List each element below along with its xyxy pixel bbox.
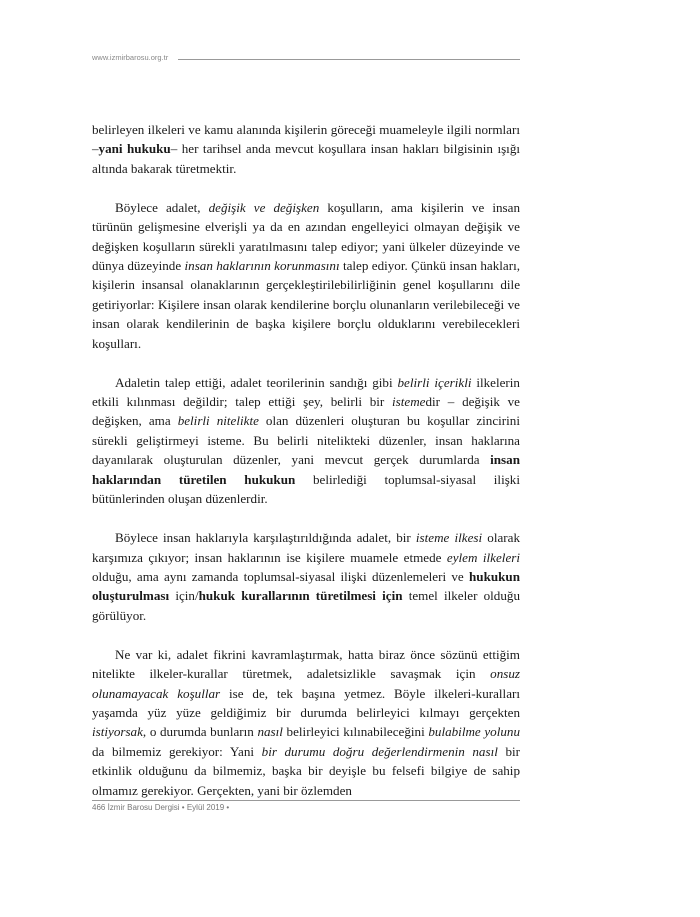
text-run: temel ilkeler olduğu görülüyor.	[92, 588, 520, 623]
italic-text: belirli içerikli	[397, 374, 472, 390]
text-run: ise de, tek başına yetmez. Böyle ilkeleri-kuralları yaşamda yüz yüze geldiğimiz bir durumda belirleyici kılmayı gerçekten	[92, 685, 520, 720]
paragraph	[92, 198, 520, 353]
text-run: Böylece adalet,	[115, 199, 209, 215]
text-run: ilkelerin etkili kılınması değildir; talep ettiği şey, belirli bir	[92, 374, 520, 410]
text-run: – her tarihsel anda mevcut koşullara insan hakları bilgisinin ışığı altında bakarak türetmektir.	[92, 141, 521, 176]
paragraph	[92, 120, 520, 178]
italic-text: nasıl	[257, 724, 283, 740]
text-run: bir etkinlik olduğunu da bilmemiz, başka bir deyişle bu felsefi bilgiye de sahip olmamız gerekiyor. Gerçekten, yani bir özlemden	[92, 743, 520, 798]
paragraph	[92, 373, 520, 509]
text-run: Böylece insan haklarıyla karşılaştırıldığında adalet, bir	[115, 530, 416, 546]
header-url: www.izmirbarosu.org.tr	[92, 53, 169, 62]
text-run: , o durumda bunların	[142, 724, 258, 740]
bold-text: yani hukuku	[98, 141, 171, 157]
paragraph	[92, 528, 520, 625]
text-run: için/	[169, 588, 199, 604]
text-run: belirleyici kılınabileceğini	[282, 724, 429, 740]
text-run: olan düzenleri oluşturan bu koşullar zincirini sürekli geliştirmeyi isteme. Bu belirli nitelikteki düzenler, insan haklarına dayanılarak oluşturulan düzenler, yani mevcut gerçek durumlarda	[92, 413, 520, 468]
italic-text: değişik ve değişken	[208, 199, 320, 215]
italic-text: isteme ilkesi	[415, 530, 483, 546]
bold-text: hukukun oluşturulması	[92, 568, 520, 604]
italic-text: insan haklarının korunmasını	[184, 258, 340, 274]
italic-text: istiyorsak	[92, 724, 143, 740]
page-header	[92, 53, 520, 65]
article-body	[92, 120, 520, 820]
text-run: talep ediyor. Çünkü insan hakları, kişilerin insansal olanaklarının gerçekleştirilebilirliğinin genel koşullarını dile getiriyorlar: Kişilere insan olarak kendilerine borçlu olunanların verilebileceği ve insan olarak kendilerinin de başka kişilere borçlu olduklarını verebilecekleri koşulları.	[92, 258, 520, 351]
page-footer	[92, 803, 520, 815]
text-run: Ne var ki, adalet fikrini kavramlaştırmak, hatta biraz önce sözünü ettiğim nitelikte ilkeler-kurallar türetmek, adaletsizlikle savaşmak için	[92, 646, 520, 682]
text-run: olduğu, ama aynı zamanda toplumsal-siyasal ilişki düzenlemeleri ve	[92, 568, 470, 584]
italic-text: eylem ilkeleri	[446, 549, 520, 565]
italic-text: belirli nitelikte	[177, 413, 259, 429]
footer-text: 466 İzmir Barosu Dergisi • Eylül 2019 •	[92, 803, 233, 812]
italic-text: isteme	[392, 394, 426, 410]
text-run: Adaletin talep ettiği, adalet teorilerinin sandığı gibi	[115, 374, 398, 390]
paragraph	[92, 645, 520, 800]
text-run: koşulların, ama kişilerin ve insan türünün gelişmesine elverişli ya da en azından engelleyici olmayan değişik ve değişken koşulların sürekli yaratılmasını talep ediyor; yani ülkeler düzeyinde ve dünya düzeyinde	[92, 199, 520, 274]
text-run: olarak karşımıza çıkıyor; insan haklarının ise kişilere muamele etmede	[92, 530, 520, 565]
italic-text: bulabilme yolunu	[428, 724, 520, 740]
italic-text: bir durumu doğru değerlendirmenin nasıl	[261, 743, 498, 759]
italic-text: onsuz olunamayacak koşullar	[92, 666, 520, 701]
text-run: belirlediği toplumsal-siyasal ilişki bütünlerinden oluşan düzenlerdir.	[92, 471, 520, 507]
text-run: da bilmemiz gerekiyor: Yani	[92, 743, 262, 759]
bold-text: hukuk kurallarının türetilmesi için	[198, 588, 403, 604]
text-run: dir – değişik ve değişken, ama	[92, 394, 520, 429]
header-rule	[178, 59, 520, 60]
bold-text: insan haklarından türetilen hukukun	[92, 452, 520, 487]
text-run: belirleyen ilkeleri ve kamu alanında kişilerin göreceği muameleyle ilgili normları –	[92, 122, 520, 157]
footer-rule	[92, 800, 520, 801]
